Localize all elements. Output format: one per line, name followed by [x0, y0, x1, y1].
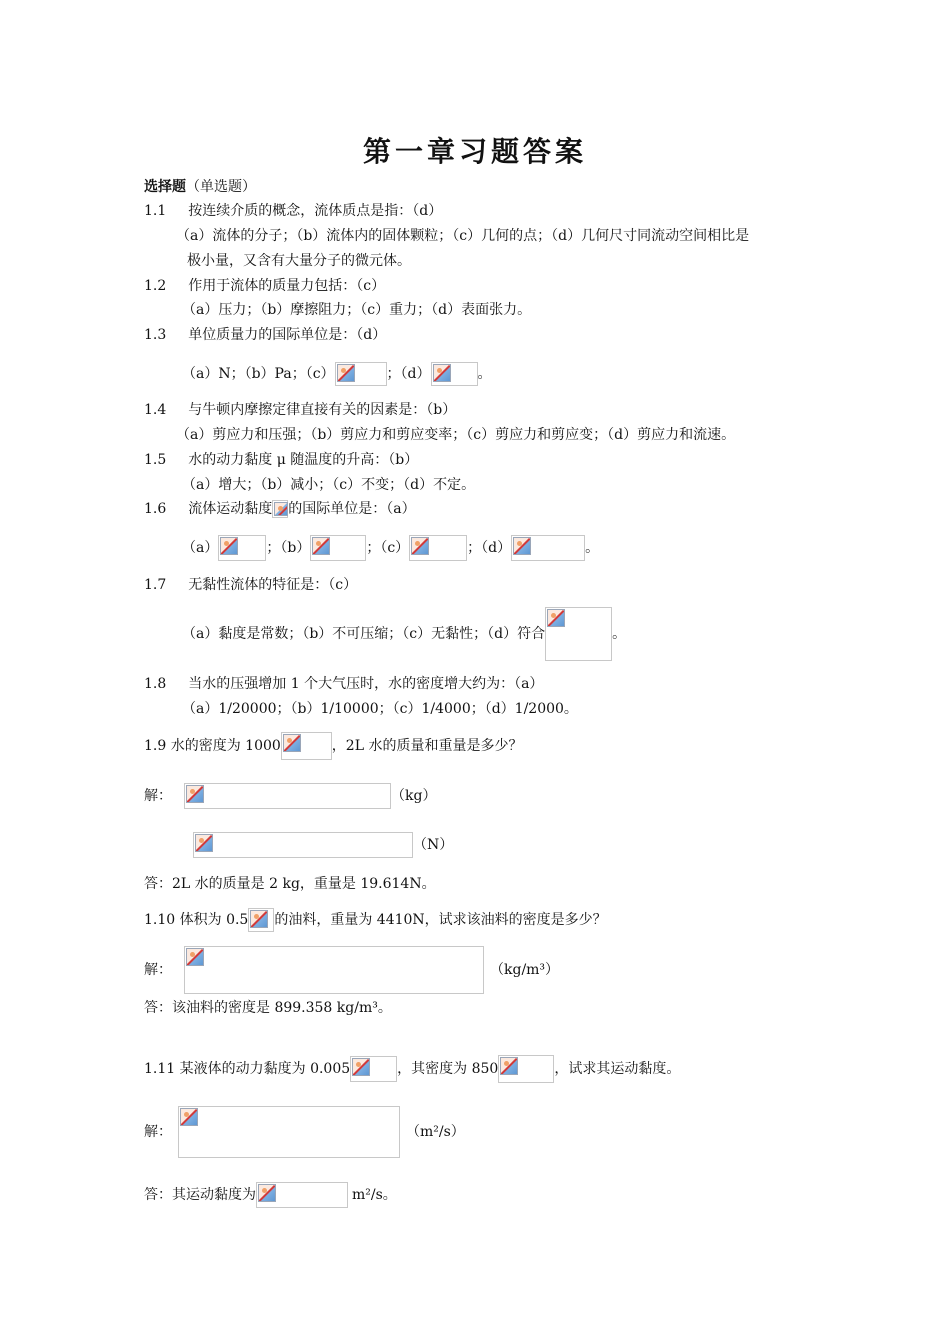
question-1-1-options-cont: 极小量，又含有大量分子的微元体。: [187, 253, 411, 269]
broken-image-icon: [352, 1058, 370, 1076]
broken-image-icon: [500, 1057, 518, 1075]
unit-text: （kg/m³）: [490, 962, 560, 978]
broken-image-icon: [250, 910, 268, 928]
broken-image-icon: [258, 1184, 276, 1202]
broken-image-icon: [180, 1108, 198, 1126]
question-text: 作用于流体的质量力包括：（c）: [188, 278, 386, 294]
question-text: 的国际单位是：（a）: [288, 501, 416, 517]
formula-image: [511, 535, 585, 561]
section-heading: [144, 177, 256, 197]
question-text: ，其密度为 850: [397, 1061, 499, 1077]
solution-label: 解：: [144, 788, 172, 804]
question-text: 1.9 水的密度为 1000: [144, 738, 281, 754]
option-text: 。: [477, 366, 492, 382]
section-note: （单选题）: [186, 179, 256, 195]
broken-image-icon: [274, 502, 288, 516]
broken-image-icon: [411, 537, 429, 555]
formula-image: [272, 500, 288, 518]
question-1-4-options: （a）剪应力和压强；（b）剪应力和剪应变率；（c）剪应力和剪应变；（d）剪应力和流速。: [176, 427, 736, 443]
formula-image: [193, 832, 413, 858]
formula-image: [545, 607, 612, 661]
question-number: 1.1: [144, 203, 167, 219]
question-1-6: [144, 499, 416, 519]
question-1-7-options: [182, 607, 626, 661]
question-1-6-options: [182, 535, 599, 561]
question-1-11-answer: [144, 1182, 397, 1208]
option-text: 。: [585, 540, 600, 556]
question-text: 单位质量力的国际单位是：（d）: [188, 327, 387, 343]
unit-text: （m²/s）: [406, 1124, 465, 1140]
question-1-9: [144, 732, 522, 760]
question-1-5: [144, 450, 418, 470]
formula-image: [335, 362, 387, 386]
broken-image-icon: [283, 734, 301, 752]
broken-image-icon: [186, 785, 204, 803]
question-1-8-options: （a）1/20000；（b）1/10000；（c）1/4000；（d）1/2000。: [182, 701, 578, 717]
question-text: 流体运动黏度: [188, 501, 273, 517]
question-text: 与牛顿内摩擦定律直接有关的因素是：（b）: [188, 402, 457, 418]
question-1-2-options: （a）压力；（b）摩擦阻力；（c）重力；（d）表面张力。: [182, 302, 532, 318]
option-text: ；（b）: [266, 540, 311, 556]
option-text: ；（d）: [386, 366, 431, 382]
option-text: 。: [612, 626, 627, 642]
broken-image-icon: [312, 537, 330, 555]
question-text: 按连续介质的概念，流体质点是指：（d）: [188, 203, 443, 219]
question-1-10-solution: [144, 946, 559, 994]
question-number: 1.4: [144, 402, 167, 418]
answer-text: m²/s。: [352, 1187, 397, 1203]
option-text: （a）黏度是常数；（b）不可压缩；（c）无黏性；（d）符合: [182, 626, 546, 642]
question-1-11-solution: [144, 1106, 465, 1158]
question-number: 1.5: [144, 452, 167, 468]
formula-image: [498, 1055, 554, 1083]
question-number: 1.7: [144, 577, 167, 593]
section-heading-label: 选择题: [144, 179, 186, 195]
option-text: （a）N；（b）Pa；（c）: [182, 366, 335, 382]
question-1-8: [144, 674, 543, 694]
broken-image-icon: [433, 364, 451, 382]
question-text: 的油料，重量为 4410N，试求该油料的密度是多少？: [274, 912, 607, 928]
question-text: ，2L 水的质量和重量是多少？: [331, 738, 523, 754]
page-title: 第一章习题答案: [362, 135, 587, 168]
question-1-4: [144, 400, 456, 420]
unit-text: （kg）: [391, 788, 437, 804]
question-1-9-solution-1: [144, 783, 436, 809]
question-1-7: [144, 575, 357, 595]
formula-image: [409, 535, 467, 561]
question-text: 无黏性流体的特征是：（c）: [188, 577, 358, 593]
answer-text: 答：其运动黏度为: [144, 1187, 256, 1203]
broken-image-icon: [547, 609, 565, 627]
option-text: （a）: [182, 540, 219, 556]
formula-image: [218, 535, 266, 561]
question-number: 1.3: [144, 327, 167, 343]
option-text: ；（c）: [366, 540, 410, 556]
formula-image: [184, 946, 484, 994]
question-text: ，试求其运动黏度。: [554, 1061, 681, 1077]
broken-image-icon: [195, 834, 213, 852]
question-1-3-options: [182, 362, 492, 386]
question-number: 1.6: [144, 501, 167, 517]
question-1-3: [144, 325, 386, 345]
formula-image: [431, 362, 478, 386]
broken-image-icon: [337, 364, 355, 382]
formula-image: [310, 535, 366, 561]
formula-image: [184, 783, 391, 809]
question-1-2: [144, 276, 385, 296]
question-text: 1.11 某液体的动力黏度为 0.005: [144, 1061, 351, 1077]
question-1-11: [144, 1055, 680, 1083]
question-1-5-options: （a）增大；（b）减小；（c）不变；（d）不定。: [182, 477, 476, 493]
broken-image-icon: [186, 948, 204, 966]
formula-image: [256, 1182, 348, 1208]
question-text: 1.10 体积为 0.5: [144, 912, 249, 928]
option-text: ；（d）: [467, 540, 512, 556]
question-text: 水的动力黏度 μ 随温度的升高：（b）: [188, 452, 419, 468]
broken-image-icon: [220, 537, 238, 555]
question-number: 1.8: [144, 676, 167, 692]
question-1-1-options: （a）流体的分子；（b）流体内的固体颗粒；（c）几何的点；（d）几何尺寸同流动空间相比是: [176, 228, 750, 244]
broken-image-icon: [513, 537, 531, 555]
unit-text: （N）: [413, 837, 454, 853]
formula-image: [350, 1056, 397, 1082]
formula-image: [248, 908, 274, 932]
question-1-1: [144, 201, 442, 221]
solution-label: 解：: [144, 962, 172, 978]
formula-image: [178, 1106, 400, 1158]
question-number: 1.2: [144, 278, 167, 294]
question-1-9-solution-2: [193, 832, 453, 858]
question-text: 当水的压强增加 1 个大气压时，水的密度增大约为：（a）: [188, 676, 544, 692]
question-1-10-answer: 答：该油料的密度是 899.358 kg/m³。: [144, 1000, 392, 1016]
solution-label: 解：: [144, 1124, 172, 1140]
question-1-10: [144, 908, 607, 932]
question-1-9-answer: 答：2L 水的质量是 2 kg，重量是 19.614N。: [144, 876, 436, 892]
formula-image: [281, 732, 332, 760]
